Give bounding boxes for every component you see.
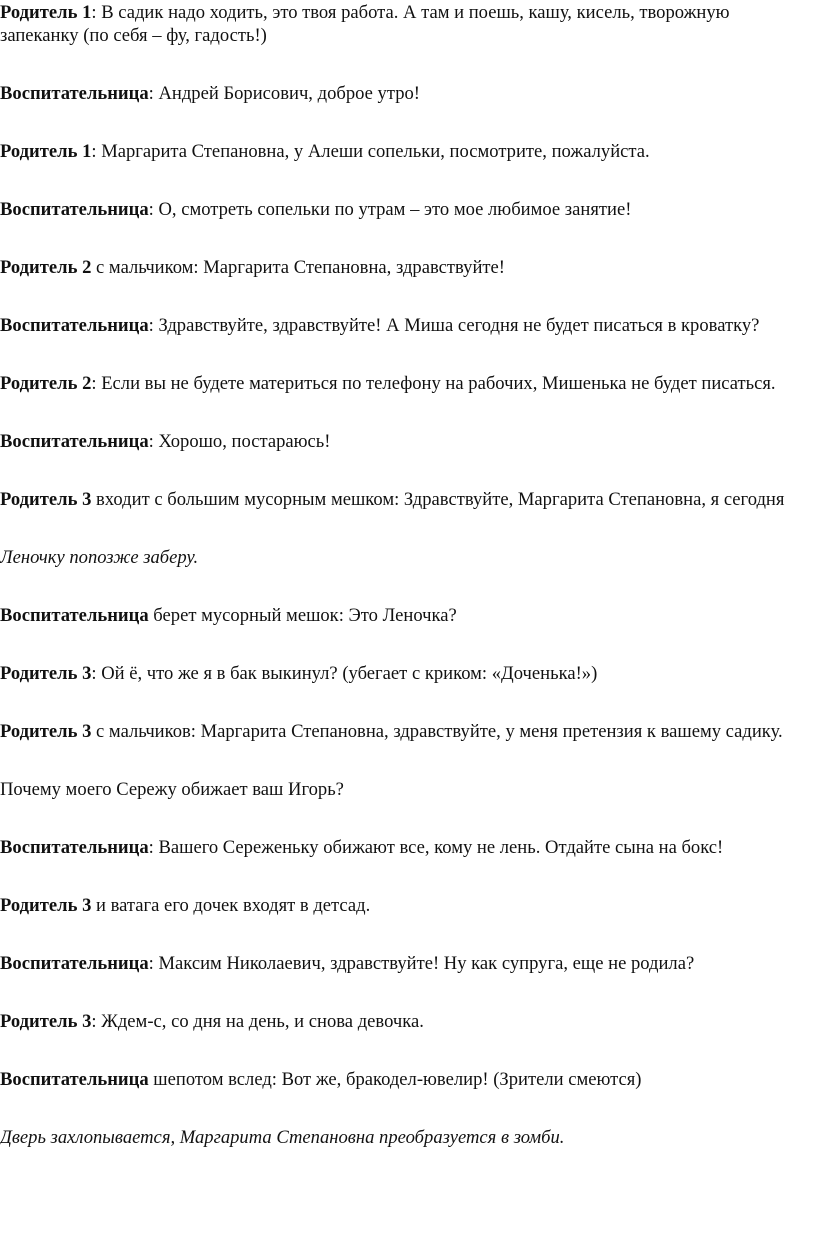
speaker-name: Воспитательница — [0, 837, 149, 858]
dialogue-line-13 — [0, 720, 810, 743]
dialogue-text: : Вашего Сереженьку обижают все, кому не лень. Отдайте сына на бокс! — [148, 837, 724, 858]
dialogue-text: с мальчиков: Маргарита Степановна, здравствуйте, у меня претензия к вашему садику. — [91, 721, 783, 742]
dialogue-line-1 — [0, 1, 810, 47]
dialogue-text: : В садик надо ходить, это твоя работа. А там и поешь, кашу, кисель, творожную запеканку (по себя – фу, гадость!) — [0, 2, 730, 46]
speaker-name: Воспитательница — [0, 199, 149, 220]
speaker-name: Воспитательница — [0, 315, 149, 336]
speaker-name: Родитель 1 — [0, 141, 92, 162]
dialogue-line-18 — [0, 1010, 810, 1033]
dialogue-line-7 — [0, 372, 810, 395]
dialogue-text: : О, смотреть сопельки по утрам – это мое любимое занятие! — [148, 199, 632, 220]
dialogue-text: : Маргарита Степановна, у Алеши сопельки, посмотрите, пожалуйста. — [91, 141, 650, 162]
dialogue-text: с мальчиком: Маргарита Степановна, здравствуйте! — [91, 257, 505, 278]
dialogue-text: шепотом вслед: Вот же, бракодел-ювелир! (Зрители смеются) — [148, 1069, 642, 1090]
speaker-name: Воспитательница — [0, 1069, 149, 1090]
dialogue-text: : Если вы не будете материться по телефону на рабочих, Мишенька не будет писаться. — [91, 373, 776, 394]
speaker-name: Родитель 3 — [0, 721, 92, 742]
dialogue-line-11 — [0, 604, 810, 627]
speaker-name: Родитель 3 — [0, 895, 92, 916]
dialogue-line-4 — [0, 198, 810, 221]
dialogue-line-5 — [0, 256, 810, 279]
dialogue-text: берет мусорный мешок: Это Леночка? — [148, 605, 457, 626]
speaker-name: Воспитательница — [0, 431, 149, 452]
dialogue-text: : Хорошо, постараюсь! — [148, 431, 331, 452]
speaker-name: Родитель 3 — [0, 1011, 92, 1032]
dialogue-text: : Ждем-с, со дня на день, и снова девочка. — [91, 1011, 424, 1032]
dialogue-text: : Максим Николаевич, здравствуйте! Ну как супруга, еще не родила? — [148, 953, 695, 974]
speaker-name: Родитель 2 — [0, 257, 92, 278]
speaker-name: Воспитательница — [0, 605, 149, 626]
speaker-name: Родитель 1 — [0, 2, 92, 23]
dialogue-text: и ватага его дочек входят в детсад. — [91, 895, 371, 916]
speaker-name: Воспитательница — [0, 953, 149, 974]
stage-direction-2: Дверь захлопывается, Маргарита Степановна преобразуется в зомби. — [0, 1127, 565, 1148]
dialogue-text: : Здравствуйте, здравствуйте! А Миша сегодня не будет писаться в кроватку? — [148, 315, 760, 336]
speaker-name: Родитель 2 — [0, 373, 92, 394]
plain-line-1: Почему моего Сережу обижает ваш Игорь? — [0, 779, 344, 800]
dialogue-line-2 — [0, 82, 810, 105]
dialogue-line-9 — [0, 488, 810, 511]
dialogue-line-8 — [0, 430, 810, 453]
stage-direction-1: Леночку попозже заберу. — [0, 547, 199, 568]
dialogue-line-12 — [0, 662, 810, 685]
speaker-name: Воспитательница — [0, 83, 149, 104]
dialogue-text: : Андрей Борисович, доброе утро! — [148, 83, 420, 104]
dialogue-text: входит с большим мусорным мешком: Здравствуйте, Маргарита Степановна, я сегодня — [91, 489, 785, 510]
speaker-name: Родитель 3 — [0, 489, 92, 510]
dialogue-line-15 — [0, 836, 810, 859]
dialogue-line-6 — [0, 314, 810, 337]
dialogue-line-16 — [0, 894, 810, 917]
dialogue-line-17 — [0, 952, 810, 975]
speaker-name: Родитель 3 — [0, 663, 92, 684]
dialogue-line-3 — [0, 140, 810, 163]
dialogue-text: : Ой ё, что же я в бак выкинул? (убегает с криком: «Доченька!») — [91, 663, 598, 684]
dialogue-line-19 — [0, 1068, 810, 1091]
